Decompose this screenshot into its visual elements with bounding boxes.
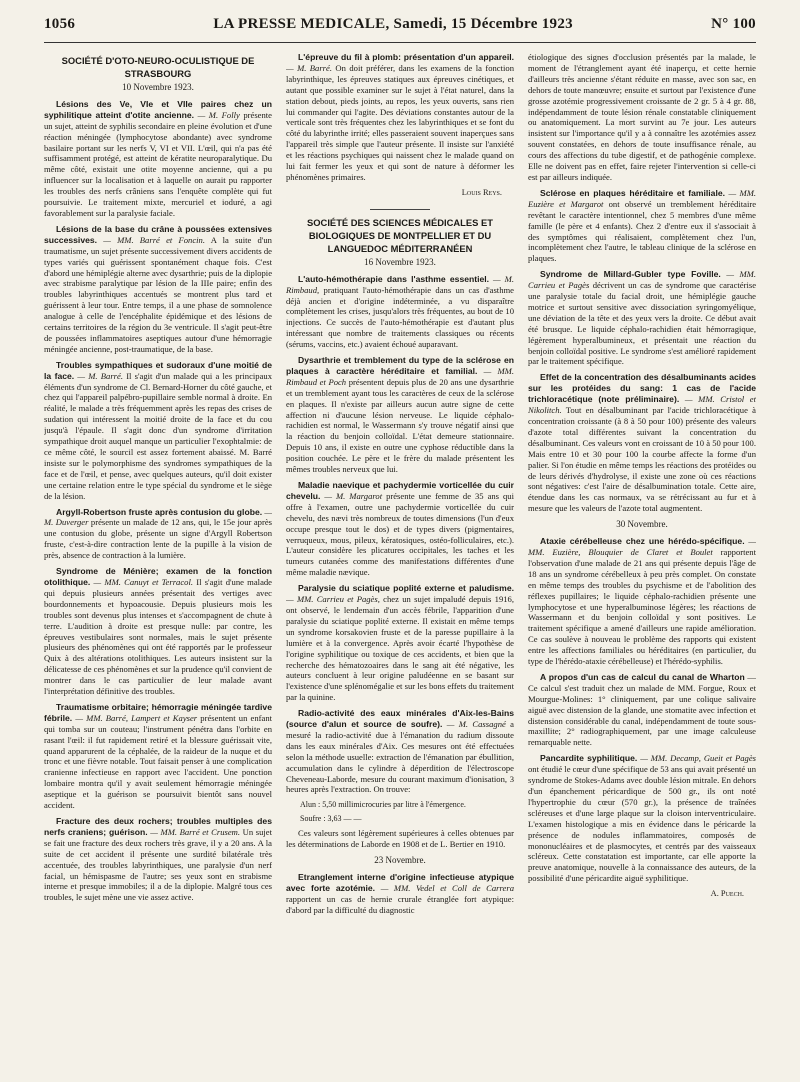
entry-text: a mesuré la radio-activité due à l'émanation du radium dissoute dans les eaux minérales d'Aix. Ces mesures ont été effectuées selon la méthode usuelle: extraction de l'émanation par ébullition, accumulation dans le cylindre à déperdition de l'électroscope Cheveneau-Laborde, mesure du courant maximum d'ionisation, 3 heures après l'extraction. On trouve: — [286, 719, 514, 795]
entry-title: Syndrome de Ménière; examen de la fonction otolithique. — [44, 566, 272, 587]
issue-number: N° 100 — [711, 16, 756, 32]
entry-authors: — M. Folly — [197, 109, 240, 120]
entry-text: Il s'agit d'une malade qui depuis plusieurs années présentait des vertiges avec bourdonnements et hypoacousie. Depuis plusieurs mois les troubles sont devenus plus intenses et s'accompagnent de chute à terre. L'audition à droite est presque nulle: par contre, les épreuves vestibulaires sont normales, mais le sujet présente plusieurs des phénomènes qui ont été rapportés par le professeur Quix à des altérations otolithiques. Les auteurs insistent sur la délicatesse de ces phénomènes et sur la prudence qu'il convient de montrer dans le cas particulier de leur malade avant l'interprétation définitive des troubles. — [44, 576, 272, 697]
entry-text: ont observé un tremblement héréditaire revêtant le caractère intentionnel, chez 5 membres d'une même famille (le père et 4 enfants). Chez 2 d'entre eux il s'associait à des symptômes qui réalisaient, complètement chez l'un, incomplètement chez l'autre, le tableau clinique de la sclérose en plaques. — [528, 198, 756, 264]
entry-authors: — M. Barré. — [77, 370, 123, 381]
measure-line: Soufre : 3,63 — — — [300, 814, 362, 824]
page-header — [44, 16, 756, 43]
entry-title: Effet de la concentration des désalbuminants acides sur les protéides du sang: 1 cas de l'acide trichloracétique (note préliminaire). — [528, 372, 756, 405]
report-entry — [528, 188, 756, 264]
report-entry — [528, 372, 756, 514]
entry-text: ont étudié le cœur d'une spécifique de 53 ans qui avait présenté un syndrome de Stokes-Adams avec double lésion mitrale. En dehors d'un épanchement péricardique de 500 gr., ils ont noté l'hypertrophie du cœur (570 gr.), la présence de traînées scléreuses et d'une large plaque sur la cloison interventriculaire. L'examen histologique a mis en évidence dans le péricarde la présence de nodules inflammatoires, composés de mononucléaires et de plasmocytes, et centrés par des vaisseaux scléreux. Cette constatation est importante, car elle apporte la preuve anatomique, nouvelle à la connaissance des auteurs, de la possibilité d'une péricardite aiguë syphilitique. — [528, 764, 756, 884]
report-entry — [44, 360, 272, 502]
entry-title: L'épreuve du fil à plomb: présentation d'un appareil. — [298, 52, 514, 62]
report-entry — [286, 872, 514, 916]
paragraph: Ces valeurs sont légèrement supérieures à celles obtenues par les déterminations de Laborde en 1908 et de L. Bertier en 1910. — [286, 828, 514, 850]
journal-title: LA PRESSE MEDICALE, Samedi, 15 Décembre 1923 — [213, 16, 573, 32]
society-heading: SOCIÉTÉ D'OTO-NEURO-OCULISTIQUE DE STRASBOURG — [61, 55, 255, 79]
signature: A. Puech. — [710, 889, 744, 899]
entry-title: Etranglement interne d'origine infectieuse atypique avec forte azotémie. — [286, 872, 514, 893]
entry-authors: — MM. Cristol et Nikolitch. — [528, 394, 756, 416]
divider — [370, 209, 430, 210]
page-number: 1056 — [44, 16, 76, 32]
entry-text: rapportent un cas de hernie crurale étranglée fort atypique: d'abord par la difficulté du diagnostic — [286, 893, 514, 915]
entry-title: L'auto-hémothérapie dans l'asthme essentiel. — [298, 273, 490, 284]
entry-authors: — MM. Euzière, Blouquier de Claret et Boulet — [528, 536, 756, 557]
report-entry — [44, 99, 272, 219]
column-right — [528, 52, 756, 1070]
entry-authors: — M. Duverger — [44, 506, 272, 528]
entry-text: présente une femme de 35 ans qui offre à l'examen, outre une pachydermie vorticellée du cuir chevelu, des nævi très nombreux de toutes dimensions (l'un d'eux occupe presque tout le dos) et de types divers (pigmentaires, verruqueux, mous, pileux, kératosiques, ostéo-folliculaires, etc.). L'auteur considère les plicatures occipitales, les taches et les tumeurs cutanées comme des manifestations différentes d'une même maladie nævique. — [286, 490, 514, 578]
report-entry — [286, 708, 514, 795]
entry-authors: — MM. Vedel et Coll de Carrera — [380, 883, 514, 893]
entry-authors: — MM. Rimbaud et Poch — [286, 365, 514, 387]
report-entry — [44, 507, 272, 562]
entry-authors: — MM. Carrieu et Pagès — [528, 269, 756, 291]
entry-text: A la suite d'un traumatisme, un sujet présente successivement divers accidents de types variés qui guérissent spontanément chaque fois. C'est d'abord une hémiplégie alterne avec dysarthrie; puis de la diplopie avec strabisme paralytique par lésion de la IIIe paire; enfin des troubles labyrinthiques accentués se montrent plus tard et guérissent à leur tour. Entre temps, il a une phase de somnolence analogue à celle de l'encéphalite épidémique et des lésions de certains territoires de la région du 3e ventricule. Il s'agit peut-être de poussées inflammatoires aseptiques autour d'une hémorragie méningée ancienne, post-traumatique, de la base. — [44, 234, 272, 354]
article-columns — [44, 52, 756, 1070]
entry-text: présente un malade de 12 ans, qui, le 15e jour après une contusion du globe, présente un signe d'Argyll Robertson fruste, c'est-à-dire contraction lente de la pupille à la vision de près, absence de contraction à la lumière. — [44, 517, 272, 561]
report-entry — [528, 672, 756, 748]
entry-authors: — MM. Canuyt et Terracol. — [93, 576, 194, 587]
entry-text: présentent un enfant qui tomba sur un couteau; l'instrument pénétra dans l'orbite en rasant l'œil: il fut rapidement retiré et la blessure guérissait vite, quand apparurent de la céphalée, de la raideur de la nuque et du tronc et une fièvre notable. Tout faisait penser à une complication cranienne infectieuse en rapport avec l'accident. Une ponction lombaire montra qu'il y avait seulement hémorragie méningée aseptique et la guérison se poursuivit bientôt sans nouvel accident. — [44, 712, 272, 811]
session-date: 10 Novembre 1923. — [122, 82, 194, 92]
measure-line: Alun : 5,50 millimicrocuries par litre à l'émergence. — [300, 800, 466, 810]
entry-text: présente un sujet, atteint de syphilis secondaire en pleine évolution et d'une réaction méningée (lymphocytose abondante) avec syndrome basilaire portant sur les nerfs V, VI et VII. L'œil, qui n'a pas été suffisamment protégé, est atteint de kératite neuroparalytique. Du même côté, existait une otite moyenne ancienne, qui a pu influencer sur la localisation et à laquelle on aurait pu rapporter les troubles des nerfs crâniens sans l'enquête complète qui fut poursuivie. Le traitement mixte, mercuriel et ioduré, a agi favorablement sur la paralysie faciale. — [44, 109, 272, 218]
entry-title: A propos d'un cas de calcul du canal de Wharton — [540, 671, 745, 682]
entry-text: — Ce calcul s'est traduit chez un malade de MM. Forgue, Roux et Mourgue-Molines: 1° cliniquement, par une colique salivaire aiguë avec distension de la glande, une stomatite avec infection et distension considérable du canal, indépendamment de toute sous-maxillite; 2° radiographiquement, par une image calculeuse remarquable nette. — [528, 671, 756, 748]
entry-title: Fracture des deux rochers; troubles multiples des nerfs craniens; guérison. — [44, 816, 272, 837]
entry-authors: — MM. Decamp, Gueit et Pagès — [640, 753, 756, 764]
signature: Louis Reys. — [461, 187, 502, 197]
entry-authors: — MM. Barré et Foncin. — [103, 234, 205, 245]
entry-title: Lésions des Ve, VIe et VIIe paires chez un syphilitique atteint d'otite ancienne. — [44, 98, 272, 120]
entry-text: Un sujet se fait une fracture des deux rochers très grave, il y a 20 ans. A la suite de cet accident il présente une surdité bilatérale très accentuée, des troubles labyrinthiques, une paralysie d'un nerf facial, un hémispasme de l'autre; ses yeux sont en strabisme interne et presque immobiles; il a de la diplopie. Malgré tous ces troubles, le sujet mène une vie assez active. — [44, 826, 272, 903]
entry-title: Radio-activité des eaux minérales d'Aix-les-Bains (source d'alun et source de soufre). — [286, 708, 514, 730]
session-date: 23 Novembre. — [374, 855, 426, 866]
column-middle — [286, 52, 514, 1070]
entry-title: Paralysie du sciatique poplité externe et paludisme. — [298, 583, 514, 594]
entry-title: Lésions de la base du crâne à poussées extensives successives. — [44, 223, 272, 245]
report-entry — [286, 274, 514, 350]
report-entry — [286, 52, 514, 183]
entry-title: Troubles sympathiques et sudoraux d'une moitié de la face. — [44, 359, 272, 381]
entry-authors: — MM. Euzière et Margarot — [528, 187, 756, 209]
report-entry — [528, 753, 756, 884]
report-entry — [44, 816, 272, 903]
entry-text: chez un sujet impaludé depuis 1916, ont observé, le lendemain d'un accès fébrile, l'apparition d'une paralysie du sciatique poplité externe. Il existait en même temps un syndrome korsakovien fruste et de la paresse pupillaire à la lumière et à la convergence. Après avoir écarté l'hypothèse de l'origine syphilitique ou toxique de ces accidents, et bien que la recherche des hématozoaires dans le sang ait été négative, les auteurs concluent à leur origine paludéenne en se basant sur l'existence d'une splénomégalie et sur les bons effets du traitement par la quinine. — [286, 594, 514, 703]
report-entry — [528, 536, 756, 667]
entry-title: Maladie naevique et pachydermie vorticellée du cuir chevelu. — [286, 480, 514, 501]
entry-authors: — MM. Barré, Lampert et Kayser — [75, 712, 198, 723]
entry-authors: — MM. Carrieu et Pagès, — [286, 594, 380, 605]
report-entry — [528, 269, 756, 367]
entry-authors: — M. Margarot — [324, 490, 383, 501]
entry-text: Il s'agit d'un malade qui a les principaux éléments d'un syndrome de Cl. Bernard-Horner du côté gauche, et chez qui l'appareil palpébro-pupillaire semble normal à droite. En réalité, le malade a très fréquemment après les repas des crises de sudation qui intéressent la moitié droite de la face et du cou jusqu'à l'épaule. Il s'agit donc d'un syndrome d'irritation sympathique droit auquel manque un particulier l'exophtalmie: de ce même côté, le sourcil est assez fortement abaissé. M. Barré insiste sur le polymorphisme des syndromes sympathiques de la face et de l'œil, et pense, avec quelques auteurs, qu'il doit exister une certaine relation entre le type spécial du syndrome et le siège de la lésion. — [44, 370, 272, 501]
entry-title: Sclérose en plaques héréditaire et familiale. — [540, 187, 726, 198]
report-entry — [286, 355, 514, 475]
report-entry — [286, 583, 514, 703]
report-entry — [286, 480, 514, 578]
entry-title: Dysarthrie et tremblement du type de la sclérose en plaques à caractère héréditaire et familial. — [286, 355, 514, 376]
society-heading: SOCIÉTÉ DES SCIENCES MÉDICALES ET BIOLOGIQUES DE MONTPELLIER ET DU LANGUEDOC MÉDITERRANÉEN — [307, 216, 493, 254]
report-entry — [44, 702, 272, 811]
entry-text: décrivent un cas de syndrome que caractérise une paralysie totale du facial droit, une hémiplégie gauche motrice et surtout sensitive avec dissociation syringomyélique, une déviation de la tête et des yeux vers la droite. Ce début avait été brusque. Le liquide céphalo-rachidien était hémorragique, légèrement hyperalbumineux, et présentait une réaction du benjoin colloïdal positive. Le syndrome s'est amélioré rapidement par le traitement spécifique. — [528, 280, 756, 367]
entry-title: Argyll-Robertson fruste après contusion du globe. — [56, 506, 263, 517]
entry-title: Traumatisme orbitaire; hémorragie méningée tardive fébrile. — [44, 701, 272, 723]
entry-title: Syndrome de Millard-Gubler type Foville. — [540, 269, 721, 280]
entry-text: pratiquant l'auto-hémothérapie dans un cas d'asthme déjà ancien et d'origine indéterminée, a vu disparaître complètement les crises, jusqu'alors très fréquentes, au bout de 10 injections. Ce succès de l'auto-hémothérapie est d'autant plus intéressant que nombre de traitements classiques ou récents (sérums, vaccins, etc.) avaient échoué auparavant. — [286, 284, 514, 350]
entry-authors: — M. Cassagné — [446, 719, 506, 730]
entry-text: rapportent l'observation d'une malade de 21 ans qui présente depuis l'âge de 18 ans un syndrome cérébelleux à peu près complet. On constate en même temps des troubles du psychisme et de l'abolition des réflexes pupillaires; le liquide céphalo-rachidien présente une lymphocytose et une hyperalbuminose légères; les réactions de Wassermann et du benjoin colloïdal y sont positives. Le traitement spécifique a amené d'ailleurs une rapide amélioration. Ce cas soulève à nouveau le problème des rapports qui existent entre les affections familiales ou héréditaires (en particulier, du type de l'hérédo-ataxie cérébelleuse) et l'hérédo-syphilis. — [528, 546, 756, 667]
entry-authors: — M. Barré. — [286, 62, 332, 73]
entry-text: On doit préférer, dans les examens de la fonction labyrinthique, les épreuves statiques aux épreuves cinétiques, et autant que possible examiner sur le sujet à l'état naturel, dans la station debout, pieds joints, au repos, les yeux ouverts, sans rien lui commander qui l'agite. Des déviations constantes autour de la verticale sont très fréquentes chez les labyrinthiques et se font du côté du labyrinthe irrité; elles passeraient souvent inaperçues sans l'appareil très simple que l'auteur présente. Il insiste sur l'anxiété et les réactions psychiques qui naissent chez le malade quand on lui fait fermer les yeux et qui sont de nature à déformer les phénomènes primaires. — [286, 62, 514, 182]
column-left — [44, 52, 272, 1070]
session-date: 16 Novembre 1923. — [364, 256, 436, 267]
session-date: 30 Novembre. — [616, 519, 668, 530]
report-entry — [44, 224, 272, 355]
entry-text: présentent depuis plus de 20 ans une dysarthrie et un tremblement ayant tous les caractères de ceux de la sclérose en plaques. Il n'existe par ailleurs aucun autre signe de cette affection ni d'aucune lésion nerveuse. Le liquide céphalo-rachidien est normal, le Wassermann s'y trouve négatif ainsi que la réaction du benjoin colloïdal. L'état demeure stationnaire. Depuis 10 ans, il existe en outre une cyphose réductible dans la position couchée. Le père et le frère du malade présentent les mêmes troubles nerveux que lui. — [286, 376, 514, 475]
entry-authors: — M. Rimbaud, — [286, 273, 514, 295]
entry-title: Pancardite syphilitique. — [540, 753, 638, 764]
report-entry — [44, 566, 272, 697]
entry-text: Tout en désalbuminant par l'acide trichloracétique à concentration croissante (à 8 à 50 pour 100) présente des valeurs d'azote total différentes suivant la concentration du désalbuminant. Ces valeurs vont en croissant de 10 à 50 pour 100. Mais entre 10 et 30 pour 100 la courbe affecte la forme d'un palier. Si l'on étudie en même temps les réactions des protéides ou de leurs dérivés d'hydrolyse, il existe une zone où ces réactions sont négatives: c'est l'aire de désalbumination totale. Cette aire, étendue dans les cas normaux, va se rétrécissant au fur et à mesure que les valeurs de l'azote total augmentent. — [528, 405, 756, 514]
entry-title: Ataxie cérébelleuse chez une hérédo-spécifique. — [540, 536, 745, 547]
entry-authors: — MM. Barré et Crusem. — [150, 826, 241, 837]
paragraph: étiologique des signes d'occlusion présentés par la malade, le moment de l'étranglement ayant été inaperçu, et cette hernie d'ailleurs très ancienne s'étant réduite en masse, avec son sac, en dehors de toute manœuvre; ensuite et surtout par l'existence d'une grosse azotémie progressivement croissante de 2 gr. 5 à 4 gr. 88, indépendamment de toute lésion rénale constatable cliniquement ou anatomiquement. La mort survint au 7e jour. Les auteurs insistent sur l'importance qu'il y a à connaître les azotémies assez souvent constatées, en dehors de toute insuffisance rénale, au cours des affections du tube digestif, et de pathogénie complexe. Elle ne doivent pas en effet, faire rejeter l'intervention si celle-ci est par ailleurs indiquée. — [528, 52, 756, 182]
